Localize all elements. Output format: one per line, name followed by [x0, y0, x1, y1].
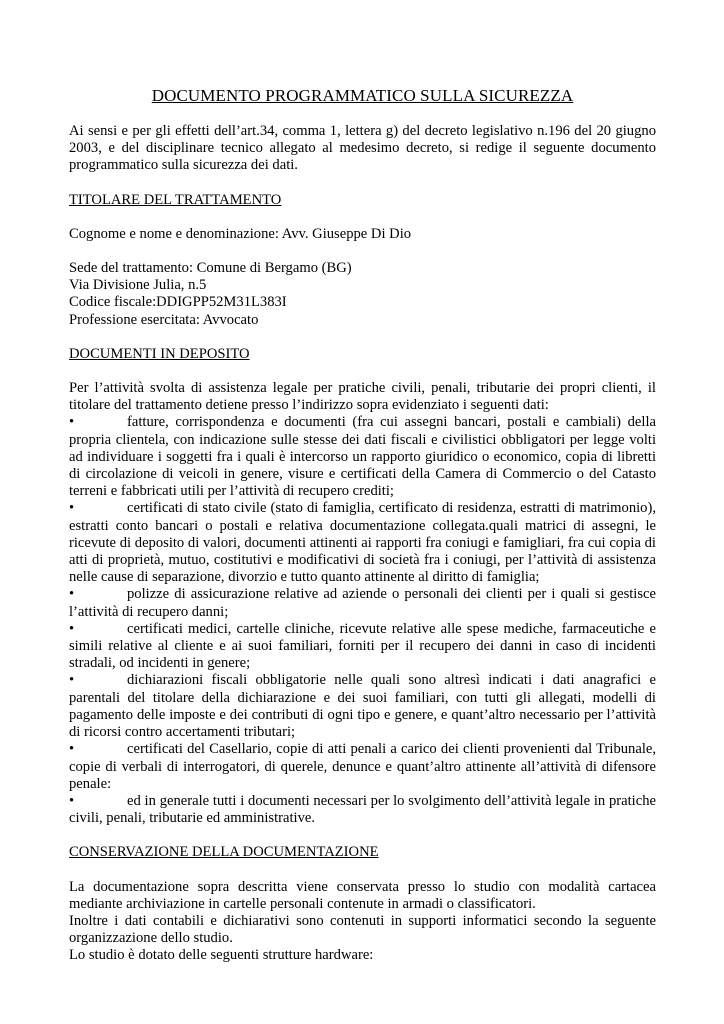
list-item: • certificati di stato civile (stato di famiglia, certificato di residenza, estratti di matrimonio), estratti conto bancari o postali e relativa documentazione collegata.quali matrici di assegni, le ricevute di deposito di valori, documenti attinenti ai rapporti fra coniugi e famigliari, fra cui copia di atti di proprietà, mutuo, costitutivi e modificativi di società fra i coniugi, per l’attività di assistenza nelle cause di separazione, divorzio e tutto quanto attinente al diritto di famiglia; — [69, 500, 656, 586]
address-line: Via Divisione Julia, n.5 — [69, 277, 207, 294]
document-page — [69, 86, 656, 965]
section-heading-documenti: DOCUMENTI IN DEPOSITO — [69, 345, 250, 362]
intro-paragraph: Ai sensi e per gli effetti dell’art.34, comma 1, lettera g) del decreto legislativo n.196 del 20 giugno 2003, e del disciplinare tecnico allegato al medesimo decreto, si redige il seguente documento programmatico sulla sicurezza dei dati. — [69, 123, 656, 174]
documents-intro: Per l’attività svolta di assistenza legale per pratiche civili, penali, tributarie dei propri clienti, il titolare del trattamento detiene presso l’indirizzo sopra evidenziato i seguenti dati: — [69, 380, 656, 414]
bullet-icon: • — [69, 792, 75, 809]
bullet-icon: • — [69, 414, 75, 431]
storage-paragraph-2: Inoltre i dati contabili e dichiarativi sono contenuti in supporti informatici secondo la seguente organizzazione dello studio. — [69, 912, 656, 947]
documents-list — [69, 414, 656, 827]
sede-line: Sede del trattamento: Comune di Bergamo (BG) — [69, 260, 352, 277]
storage-paragraph-3: Lo studio è dotato delle seguenti strutture hardware: — [69, 947, 374, 964]
list-item: • fatture, corrispondenza e documenti (fra cui assegni bancari, postali e cambiali) della propria clientela, con indicazione sulle stesse dei dati fiscali e civilistici obbligatori per legge volti ad individuare i soggetti fra i quali è intercorso un rapporto giuridico o economico, copia di libretti di circolazione di veicoli in genere, visure e certificati della Camera di Commercio o del Catasto terreni e fabbricati utili per l’attività di recupero crediti; — [69, 414, 656, 500]
list-item: • ed in generale tutti i documenti necessari per lo svolgimento dell’attività legale in pratiche civili, penali, tributarie ed amministrative. — [69, 792, 656, 827]
section-heading-titolare: TITOLARE DEL TRATTAMENTO — [69, 191, 282, 208]
list-item: • certificati del Casellario, copie di atti penali a carico dei clienti provenienti dal Tribunale, copie di verbali di interrogatori, di querele, denunce e quant’altro attinente all’attività di difensore penale: — [69, 741, 656, 792]
bullet-icon: • — [69, 620, 75, 637]
list-item: • dichiarazioni fiscali obbligatorie nelle quali sono altresì indicati i dati anagrafici e parentali del titolare della dichiarazione e dei suoi familiari, con tutti gli allegati, modelli di pagamento delle imposte e dei contributi di ogni tipo e genere, e quant’altro necessario per l’attività di ricorsi contro accertamenti tributari; — [69, 672, 656, 741]
bullet-icon: • — [69, 672, 75, 689]
tax-code-line: Codice fiscale:DDIGPP52M31L383I — [69, 294, 287, 311]
document-title: DOCUMENTO PROGRAMMATICO SULLA SICUREZZA — [151, 86, 574, 105]
bullet-icon: • — [69, 586, 75, 603]
profession-line: Professione esercitata: Avvocato — [69, 311, 259, 328]
bullet-icon: • — [69, 500, 75, 517]
section-heading-conservazione: CONSERVAZIONE DELLA DOCUMENTAZIONE — [69, 844, 379, 861]
owner-name-line: Cognome e nome e denominazione: Avv. Giuseppe Di Dio — [69, 225, 412, 242]
storage-paragraph-1: La documentazione sopra descritta viene conservata presso lo studio con modalità cartacea mediante archiviazione in cartelle personali contenute in armadi o classificatori. — [69, 878, 656, 912]
list-item: • polizze di assicurazione relative ad aziende o personali dei clienti per i quali si gestisce l’attività di recupero danni; — [69, 586, 656, 620]
list-item: • certificati medici, cartelle cliniche, ricevute relative alle spese mediche, farmaceutiche e simili relative al cliente e ai suoi familiari, forniti per il recupero dei danni in caso di incidenti stradali, od incidenti in genere; — [69, 620, 656, 672]
bullet-icon: • — [69, 741, 75, 758]
